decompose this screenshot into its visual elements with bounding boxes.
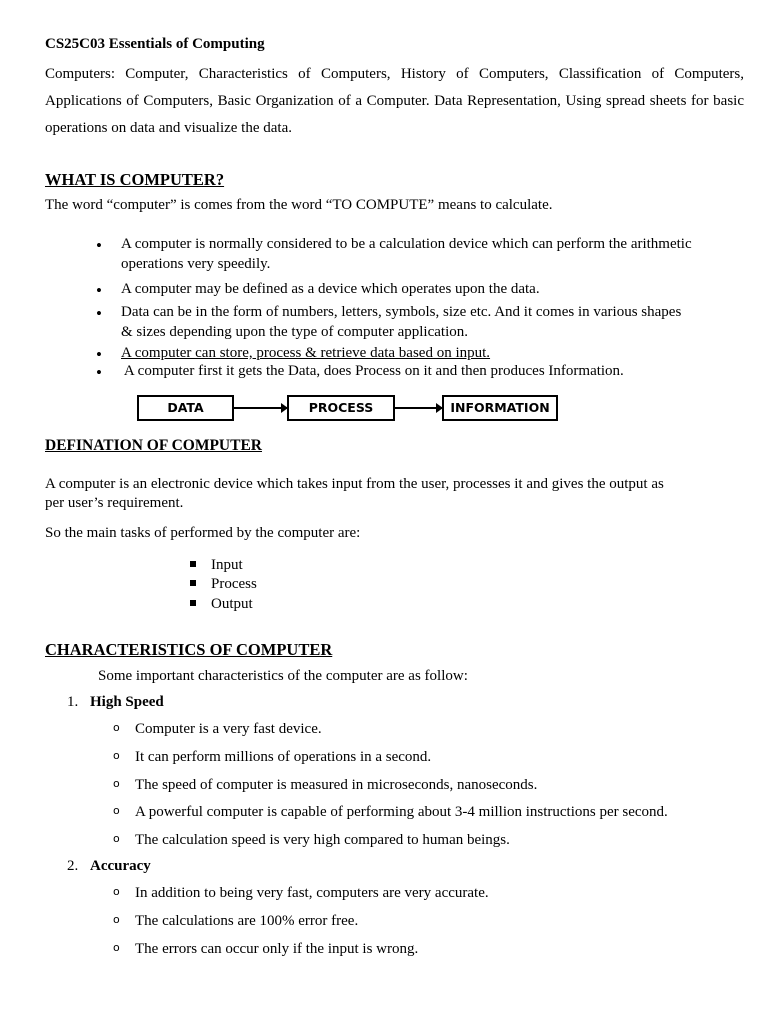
characteristics-heading: CHARACTERISTICS OF COMPUTER xyxy=(45,640,333,659)
course-description-line: operations on data and visualize the data. xyxy=(45,120,292,136)
tasks-intro: So the main tasks of performed by the computer are: xyxy=(45,525,361,541)
characteristic-title xyxy=(67,693,164,713)
characteristic-point: o The calculations are 100% error free. xyxy=(135,912,358,932)
characteristic-point: o The speed of computer is measured in microseconds, nanoseconds. xyxy=(135,776,537,796)
characteristic-point: o It can perform millions of operations in a second. xyxy=(135,748,431,768)
course-description-line: Applications of Computers, Basic Organization of a Computer. Data Representation, Using spread sheets for basic xyxy=(45,93,744,109)
definition-heading: DEFINATION OF COMPUTER xyxy=(45,437,262,454)
course-description xyxy=(45,61,744,142)
characteristic-point: o Computer is a very fast device. xyxy=(135,720,322,740)
characteristic-number: 1. xyxy=(67,694,79,710)
characteristic-title-text: Accuracy xyxy=(90,858,151,874)
characteristic-point: o The calculation speed is very high compared to human beings. xyxy=(135,831,510,851)
what-is-intro: The word “computer” is comes from the word “TO COMPUTE” means to calculate. xyxy=(45,197,553,213)
characteristic-title-text: High Speed xyxy=(90,694,164,710)
task-item: Input xyxy=(211,556,243,576)
bullet-item: • A computer first it gets the Data, does Process on it and then produces Information. xyxy=(121,362,711,382)
course-title: CS25C03 Essentials of Computing xyxy=(45,36,265,52)
what-is-computer-heading: WHAT IS COMPUTER? xyxy=(45,170,225,189)
characteristic-point: o A powerful computer is capable of performing about 3-4 million instructions per second. xyxy=(135,803,668,823)
characteristic-title xyxy=(67,857,151,877)
flow-box-process: PROCESS xyxy=(287,395,395,421)
flow-box-data: DATA xyxy=(137,395,234,421)
flow-arrow xyxy=(395,407,442,409)
flow-box-information: INFORMATION xyxy=(442,395,558,421)
characteristic-number: 2. xyxy=(67,858,79,874)
bullet-item: • A computer is normally considered to be a calculation device which can perform the arithmetic operations very speedily. xyxy=(121,235,711,274)
bullet-item: • A computer may be defined as a device which operates upon the data. xyxy=(121,280,711,300)
bullet-item: • A computer can store, process & retrieve data based on input. xyxy=(121,344,711,364)
flow-arrow xyxy=(234,407,287,409)
bullet-item: • Data can be in the form of numbers, letters, symbols, size etc. And it comes in various shapes & sizes depending upon the type of computer application. xyxy=(121,303,691,342)
characteristics-intro: Some important characteristics of the computer are as follow: xyxy=(98,668,468,684)
course-description-line: Computers: Computer, Characteristics of Computers, History of Computers, Classification of Computers, xyxy=(45,66,744,82)
task-item: Output xyxy=(211,595,253,615)
definition-text: A computer is an electronic device which takes input from the user, processes it and gives the output as per user’s requirement. xyxy=(45,476,664,511)
characteristic-point: o In addition to being very fast, computers are very accurate. xyxy=(135,884,489,904)
task-item: Process xyxy=(211,575,257,595)
characteristic-point: o The errors can occur only if the input is wrong. xyxy=(135,940,418,960)
